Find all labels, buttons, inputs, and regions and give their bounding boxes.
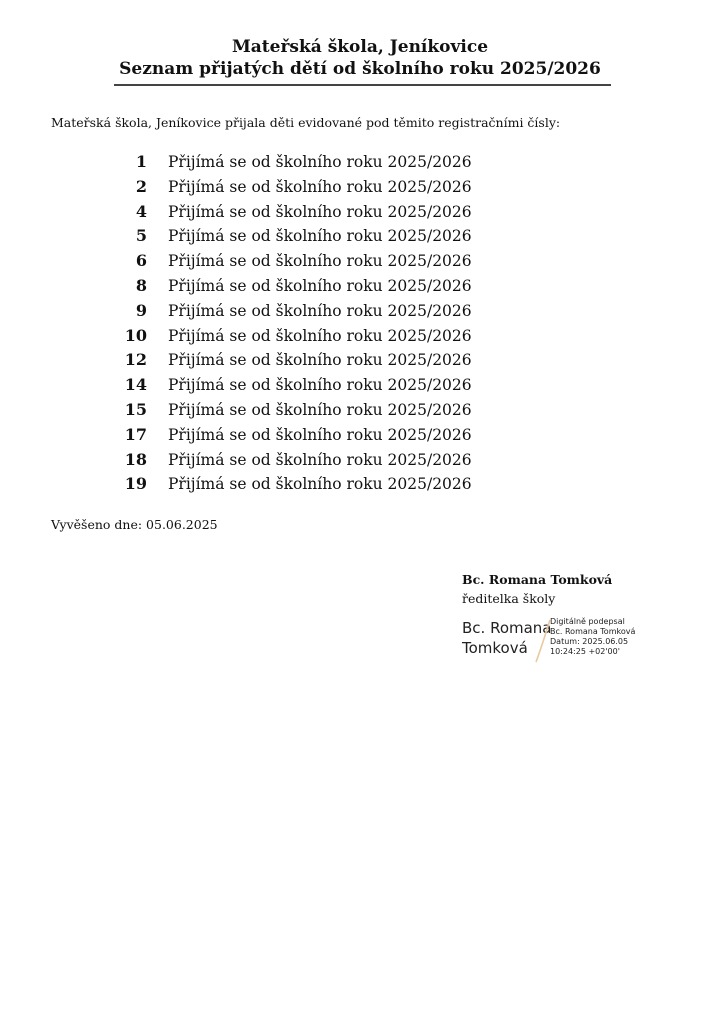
registration-number: 4 (135, 201, 147, 221)
intro-text: Mateřská škola, Jeníkovice přijala děti evidované pod těmito registračními čísly: (51, 115, 561, 130)
list-item (110, 425, 530, 450)
admission-status: Přijímá se od školního roku 2025/2026 (168, 301, 472, 320)
admission-status: Přijímá se od školního roku 2025/2026 (168, 252, 472, 271)
stamp-name-line1: Bc. Romana (462, 619, 552, 637)
list-item (110, 450, 530, 475)
registration-number: 6 (135, 251, 147, 271)
digital-signature-stamp (462, 616, 662, 666)
list-item (110, 276, 530, 301)
registration-number: 17 (124, 424, 147, 444)
list-item (110, 301, 530, 326)
signatory-name: Bc. Romana Tomková (462, 572, 613, 587)
registration-number: 15 (124, 399, 147, 419)
list-item (110, 177, 530, 202)
admission-status: Přijímá se od školního roku 2025/2026 (168, 326, 472, 345)
registration-number: 10 (124, 325, 147, 345)
admission-status: Přijímá se od školního roku 2025/2026 (168, 202, 472, 221)
list-item (110, 226, 530, 251)
registration-number: 1 (135, 152, 147, 171)
admitted-list (110, 152, 530, 499)
registration-number: 12 (124, 350, 147, 370)
list-item (110, 375, 530, 400)
list-item (110, 251, 530, 276)
stamp-detail-3: Datum: 2025.06.05 (550, 637, 629, 646)
admission-status: Přijímá se od školního roku 2025/2026 (168, 351, 472, 370)
admission-status: Přijímá se od školního roku 2025/2026 (168, 475, 472, 494)
header-rule (114, 84, 611, 86)
stamp-detail-4: 10:24:25 +02'00' (550, 647, 620, 656)
stamp-detail-2: Bc. Romana Tomková (550, 627, 636, 636)
registration-number: 8 (135, 275, 147, 295)
admission-status: Přijímá se od školního roku 2025/2026 (168, 276, 472, 295)
list-item (110, 400, 530, 425)
admission-status: Přijímá se od školního roku 2025/2026 (168, 177, 472, 196)
admission-status: Přijímá se od školního roku 2025/2026 (168, 450, 472, 469)
list-item (110, 152, 530, 177)
registration-number: 9 (135, 300, 147, 320)
stamp-name-line2: Tomková (462, 639, 528, 657)
list-item (110, 474, 530, 499)
admission-status: Přijímá se od školního roku 2025/2026 (168, 227, 472, 246)
registration-number: 14 (124, 375, 147, 395)
list-title: Seznam přijatých dětí od školního roku 2025/2026 (119, 59, 601, 79)
list-item (110, 326, 530, 351)
signatory-role: ředitelka školy (462, 591, 556, 606)
registration-number: 18 (124, 449, 147, 469)
admission-status: Přijímá se od školního roku 2025/2026 (168, 153, 472, 171)
registration-number: 2 (135, 176, 147, 196)
list-item (110, 202, 530, 227)
registration-number: 19 (124, 474, 147, 494)
posted-date: Vyvěšeno dne: 05.06.2025 (51, 517, 218, 532)
document-header (110, 36, 610, 80)
admission-status: Přijímá se od školního roku 2025/2026 (168, 425, 472, 444)
admission-status: Přijímá se od školního roku 2025/2026 (168, 376, 472, 395)
stamp-detail-1: Digitálně podepsal (550, 617, 625, 626)
school-name-title: Mateřská škola, Jeníkovice (231, 37, 489, 57)
registration-number: 5 (135, 226, 147, 246)
admission-status: Přijímá se od školního roku 2025/2026 (168, 400, 472, 419)
list-item (110, 350, 530, 375)
